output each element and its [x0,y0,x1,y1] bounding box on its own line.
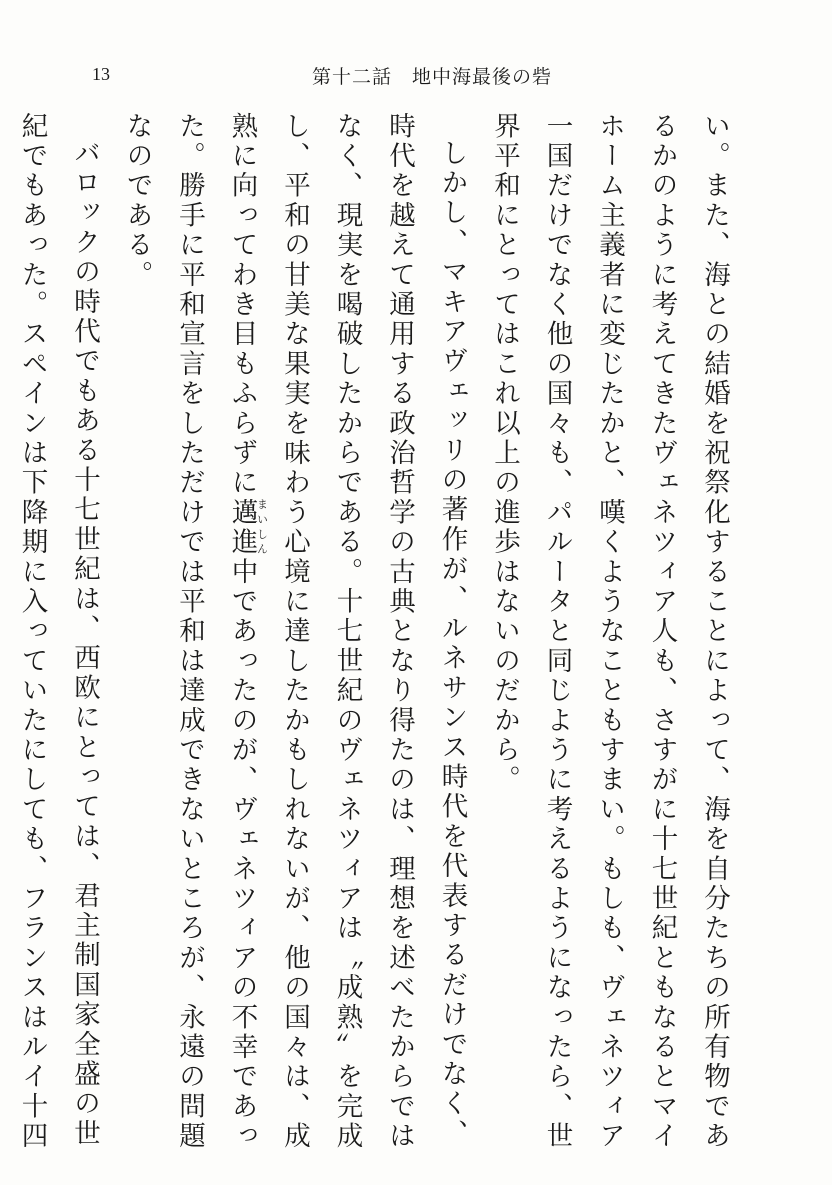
ruby-reading: まいしん [255,498,269,558]
running-header: 第十二話 地中海最後の砦 [312,66,553,88]
paragraph-3: バロックの時代でもある十七世紀は、西欧にとっては、君主制国家全盛の世紀でもあった。スペインは下降期に入っていたにしても、フランスはルイ十四 [16,112,100,1152]
paragraph-2 [110,112,478,1152]
paragraph-1: い。また、海との結婚を祝祭化することによって、海を自分たちの所有物であるかのように考えてきたヴェネツィア人も、さすがに十七世紀ともなるとマイホーム主義者に変じたかと、嘆くようなこともすまい。もしも、ヴェネツィア一国だけでなく他の国々も、パルータと同じように考えるようになったら、世界平和にとってはこれ以上の進歩はないのだから。 [489,112,730,1152]
ruby-base: 邁進 [226,498,258,558]
paragraph-2-text-a: しかし、マキアヴェッリの著作が、ルネサンス時代を代表するだけでなく、時代を越えて通用する政治哲学の古典となり得たのは、理想を述べたからではなく、現実を喝破したからである。十七世紀のヴェネツィアは〝成熟〟を完成し、平和の甘美な果実を味わう心境に達したかもしれないが、他の国々は、成熟に向ってわき目もふらずに [226,112,468,1152]
body-text [16,112,740,1152]
ruby-maishin [226,498,269,558]
page-number: 13 [92,64,110,84]
paragraph-2-text-b: 中であったのが、ヴェネツィアの不幸であった。勝手に平和宣言をしただけでは平和は達成できないところが、永遠の問題なのである。 [121,112,258,1152]
